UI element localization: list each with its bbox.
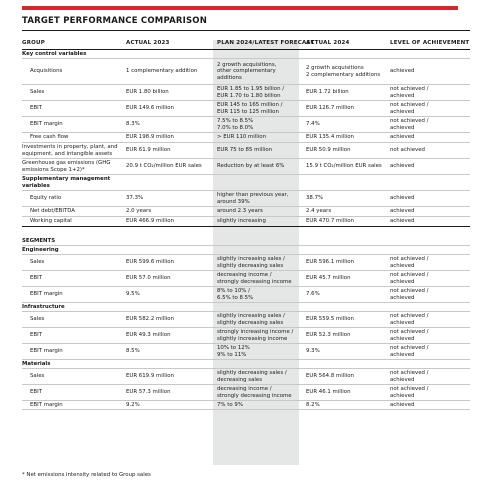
- target-table: [22, 51, 470, 410]
- row-label: Acquisitions: [30, 68, 63, 75]
- actual-2023-cell: 9.5%: [126, 291, 140, 298]
- table-row: [22, 159, 470, 175]
- actual-2024-cell: EUR 50.9 million: [306, 147, 351, 154]
- achievement-cell: achieved: [390, 195, 415, 202]
- table-row: [22, 143, 470, 159]
- actual-2023-cell: 2.0 years: [126, 208, 152, 215]
- footnote: * Net emissions intensity related to Group sales: [22, 472, 151, 478]
- spacer-row: [22, 227, 470, 237]
- achievement-cell: not achieved / achieved: [390, 287, 429, 301]
- row-label: Engineering: [22, 246, 59, 253]
- section-row: [22, 175, 470, 191]
- actual-2024-cell: 8.2%: [306, 401, 320, 408]
- achievement-cell: not achieved / achieved: [390, 85, 429, 99]
- achievement-cell: not achieved / achieved: [390, 369, 429, 383]
- header-group: GROUP: [22, 40, 45, 46]
- plan-2024-cell: EUR 1.85 to 1.95 billion / EUR 1.70 to 1.80 billion: [217, 85, 285, 99]
- actual-2024-cell: EUR 46.1 million: [306, 389, 351, 396]
- row-label: Free cash flow: [30, 134, 69, 141]
- actual-2024-cell: EUR 596.1 million: [306, 259, 354, 266]
- actual-2023-cell: EUR 198.9 million: [126, 134, 174, 141]
- plan-2024-cell: slightly increasing sales / slightly decreasing sales: [217, 312, 285, 326]
- actual-2023-cell: EUR 619.9 million: [126, 373, 174, 380]
- achievement-cell: not achieved / achieved: [390, 312, 429, 326]
- actual-2023-cell: EUR 61.9 million: [126, 147, 171, 154]
- section-row: [22, 246, 470, 255]
- plan-2024-cell: strongly increasing income / slightly increasing income: [217, 328, 294, 342]
- plan-2024-cell: Reduction by at least 6%: [217, 163, 285, 170]
- plan-2024-cell: EUR 145 to 165 million / EUR 115 to 125 million: [217, 101, 283, 115]
- table-row: [22, 328, 470, 344]
- actual-2024-cell: 2.4 years: [306, 208, 332, 215]
- accent-bar: [22, 6, 458, 10]
- plan-2024-cell: 2 growth acquisitions, other complementary additions: [217, 61, 277, 81]
- actual-2024-cell: EUR 52.3 million: [306, 332, 351, 339]
- row-label: Equity ratio: [30, 195, 62, 202]
- row-label: Net debt/EBITDA: [30, 208, 75, 215]
- table-row: [22, 101, 470, 117]
- actual-2024-cell: EUR 470.7 million: [306, 218, 354, 225]
- actual-2024-cell: EUR 135.4 million: [306, 134, 354, 141]
- actual-2023-cell: EUR 582.2 million: [126, 316, 174, 323]
- table-row: [22, 207, 470, 217]
- achievement-cell: not achieved / achieved: [390, 271, 429, 285]
- actual-2024-cell: EUR 564.8 million: [306, 373, 354, 380]
- plan-2024-cell: slightly increasing: [217, 218, 266, 225]
- actual-2023-cell: 8.3%: [126, 121, 140, 128]
- row-label: EBIT: [30, 389, 42, 396]
- actual-2024-cell: 7.6%: [306, 291, 320, 298]
- achievement-cell: not achieved / achieved: [390, 117, 429, 131]
- actual-2024-cell: 9.3%: [306, 348, 320, 355]
- achievement-cell: achieved: [390, 68, 415, 75]
- actual-2023-cell: EUR 57.3 million: [126, 389, 171, 396]
- table-row: [22, 385, 470, 401]
- actual-2024-cell: 2 growth acquisitions 2 complementary additions: [306, 64, 381, 78]
- row-label: Sales: [30, 373, 45, 380]
- achievement-cell: achieved: [390, 218, 415, 225]
- actual-2023-cell: EUR 599.6 million: [126, 259, 174, 266]
- actual-2024-cell: EUR 126.7 million: [306, 105, 354, 112]
- actual-2024-cell: EUR 559.5 million: [306, 316, 354, 323]
- table-row: [22, 369, 470, 385]
- header-actual-2023: ACTUAL 2023: [126, 40, 170, 46]
- title-rule: [22, 30, 470, 31]
- table-row: [22, 401, 470, 410]
- actual-2024-cell: 15.9 t CO₂/million EUR sales: [306, 163, 382, 170]
- plan-2024-cell: slightly decreasing sales / decreasing sales: [217, 369, 287, 383]
- row-label: Sales: [30, 89, 45, 96]
- table-row: [22, 344, 470, 360]
- table-row: [22, 271, 470, 287]
- row-label: EBIT margin: [30, 401, 63, 408]
- achievement-cell: not achieved / achieved: [390, 101, 429, 115]
- plan-2024-cell: decreasing income / strongly decreasing income: [217, 385, 292, 399]
- plan-2024-cell: 10% to 12% 9% to 11%: [217, 344, 250, 358]
- plan-2024-cell: decreasing income / strongly decreasing income: [217, 271, 292, 285]
- actual-2023-cell: EUR 57.0 million: [126, 275, 171, 282]
- section-row: [22, 360, 470, 369]
- actual-2023-cell: 37.3%: [126, 195, 144, 202]
- row-label: Investments in property, plant, and equipment, and intangible assets: [22, 143, 118, 157]
- row-label: SEGMENTS: [22, 237, 56, 244]
- header-level-of-achievement: LEVEL OF ACHIEVEMENT: [390, 40, 470, 46]
- row-label: EBIT: [30, 275, 42, 282]
- plan-2024-cell: 8% to 10% / 6.5% to 8.5%: [217, 287, 254, 301]
- row-label: Sales: [30, 316, 45, 323]
- actual-2023-cell: 20.9 t CO₂/million EUR sales: [126, 163, 202, 170]
- row-label: Key control variables: [22, 51, 87, 58]
- actual-2024-cell: 38.7%: [306, 195, 324, 202]
- header-rule: [22, 49, 470, 50]
- achievement-cell: not achieved / achieved: [390, 328, 429, 342]
- table-row: [22, 255, 470, 271]
- achievement-cell: achieved: [390, 163, 415, 170]
- achievement-cell: not achieved / achieved: [390, 385, 429, 399]
- row-label: Materials: [22, 360, 51, 367]
- row-label: Greenhouse gas emissions (GHG emissions Scope 1+2)*: [22, 159, 111, 173]
- achievement-cell: not achieved / achieved: [390, 255, 429, 269]
- row-label: EBIT margin: [30, 291, 63, 298]
- plan-2024-cell: slightly increasing sales / slightly decreasing sales: [217, 255, 285, 269]
- section-row: [22, 303, 470, 312]
- row-label: EBIT margin: [30, 348, 63, 355]
- table-row: [22, 217, 470, 227]
- actual-2023-cell: 8.5%: [126, 348, 140, 355]
- header-actual-2024: ACTUAL 2024: [306, 40, 350, 46]
- row-label: EBIT: [30, 105, 42, 112]
- actual-2023-cell: EUR 49.3 million: [126, 332, 171, 339]
- plan-2024-cell: higher than previous year, around 39%: [217, 191, 289, 205]
- row-label: Working capital: [30, 218, 72, 225]
- table-row: [22, 59, 470, 85]
- table-row: [22, 85, 470, 101]
- plan-2024-cell: 7.5% to 8.5% 7.0% to 8.0%: [217, 117, 254, 131]
- table-row: [22, 191, 470, 207]
- table-row: [22, 287, 470, 303]
- row-label: Supplementary management variables: [22, 175, 111, 189]
- achievement-cell: achieved: [390, 134, 415, 141]
- achievement-cell: achieved: [390, 401, 415, 408]
- row-label: EBIT: [30, 332, 42, 339]
- section-row: [22, 237, 470, 246]
- achievement-cell: not achieved: [390, 147, 425, 154]
- actual-2023-cell: 1 complementary addition: [126, 68, 198, 75]
- header-plan-2024: PLAN 2024/LATEST FORECAST: [217, 40, 315, 46]
- achievement-cell: not achieved / achieved: [390, 344, 429, 358]
- table-row: [22, 312, 470, 328]
- section-row: [22, 51, 470, 59]
- table-title: TARGET PERFORMANCE COMPARISON: [22, 16, 208, 26]
- table-row: [22, 117, 470, 133]
- row-label: EBIT margin: [30, 121, 63, 128]
- actual-2023-cell: 9.2%: [126, 401, 140, 408]
- table-row: [22, 133, 470, 143]
- plan-2024-cell: > EUR 110 million: [217, 134, 267, 141]
- actual-2023-cell: EUR 1.80 billion: [126, 89, 169, 96]
- actual-2024-cell: 7.4%: [306, 121, 320, 128]
- plan-2024-cell: around 2.3 years: [217, 208, 263, 215]
- actual-2024-cell: EUR 1.72 billion: [306, 89, 349, 96]
- row-label: Infrastructure: [22, 303, 65, 310]
- plan-2024-cell: 7% to 9%: [217, 401, 243, 408]
- achievement-cell: achieved: [390, 208, 415, 215]
- actual-2024-cell: EUR 45.7 million: [306, 275, 351, 282]
- row-label: Sales: [30, 259, 45, 266]
- actual-2023-cell: EUR 466.9 million: [126, 218, 174, 225]
- plan-2024-cell: EUR 75 to 85 million: [217, 147, 273, 154]
- actual-2023-cell: EUR 149.6 million: [126, 105, 174, 112]
